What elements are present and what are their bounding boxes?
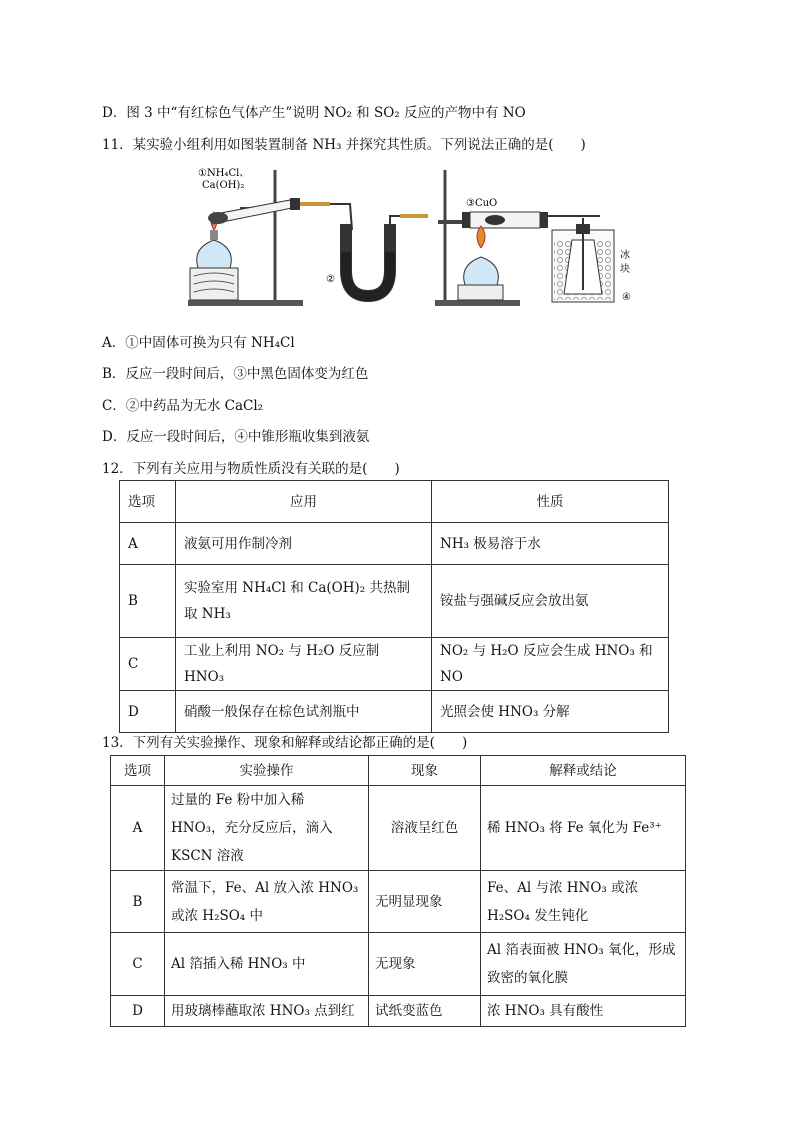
table-cell: A (111, 786, 165, 871)
table-cell: 无现象 (369, 933, 481, 996)
header-property: 性质 (432, 481, 669, 523)
table-row (120, 638, 669, 691)
option-d-q10: D．图 3 中“有红棕色气体产生”说明 NO₂ 和 SO₂ 反应的产物中有 NO (102, 105, 526, 121)
header-option: 选项 (120, 481, 176, 523)
alcohol-lamp-left (197, 240, 232, 268)
table-cell: 溶液呈红色 (369, 786, 481, 871)
table-row (111, 996, 686, 1027)
wood-block-right (458, 285, 503, 300)
table-cell: 用玻璃棒蘸取浓 HNO₃ 点到红 (165, 996, 369, 1027)
table-cell: 选项 (111, 756, 165, 786)
stand-base-right (435, 300, 520, 306)
label-1b: Ca(OH)₂ (202, 180, 245, 191)
q11-option-b: B．反应一段时间后，③中黑色固体变为红色 (102, 366, 369, 382)
table-q12 (119, 480, 669, 733)
table-cell: 无明显现象 (369, 871, 481, 933)
table-cell: 铵盐与强碱反应会放出氨 (432, 565, 669, 638)
q11-option-d: D．反应一段时间后，④中锥形瓶收集到液氨 (102, 429, 370, 445)
table-q13 (110, 755, 686, 1027)
table-cell: B (111, 871, 165, 933)
table-cell: 实验操作 (165, 756, 369, 786)
q11-option-c: C．②中药品为无水 CaCl₂ (102, 398, 264, 414)
q11-option-a: A．①中固体可换为只有 NH₄Cl (102, 335, 295, 351)
apparatus-figure (180, 160, 650, 320)
alcohol-lamp-right (464, 257, 499, 285)
label-ice-1: 冰 (620, 250, 630, 261)
table-cell: 稀 HNO₃ 将 Fe 氧化为 Fe³⁺ (481, 786, 686, 871)
table-cell: Fe、Al 与浓 HNO₃ 或浓 H₂SO₄ 发生钝化 (481, 871, 686, 933)
table-row (111, 933, 686, 996)
table-row (111, 786, 686, 871)
table-cell: 过量的 Fe 粉中加入稀 HNO₃，充分反应后，滴入 KSCN 溶液 (165, 786, 369, 871)
table-cell: 液氨可用作制冷剂 (176, 523, 432, 565)
question-11: 11．某实验小组利用如图装置制备 NH₃ 并探究其性质。下列说法正确的是( ) (102, 137, 586, 153)
table-cell: 光照会使 HNO₃ 分解 (432, 691, 669, 733)
header-application: 应用 (176, 481, 432, 523)
stand-base-left (188, 300, 303, 306)
table-cell: D (111, 996, 165, 1027)
label-3: ③CuO (466, 198, 498, 209)
table-cell: C (111, 933, 165, 996)
table-row (120, 691, 669, 733)
question-12: 12．下列有关应用与物质性质没有关联的是( ) (102, 461, 400, 477)
table-row (111, 871, 686, 933)
table-cell: 工业上利用 NO₂ 与 H₂O 反应制 HNO₃ (176, 638, 432, 691)
table-cell: 试纸变蓝色 (369, 996, 481, 1027)
table-cell: 解释或结论 (481, 756, 686, 786)
table-cell: NO₂ 与 H₂O 反应会生成 HNO₃ 和 NO (432, 638, 669, 691)
table-cell: B (120, 565, 176, 638)
table-cell: 浓 HNO₃ 具有酸性 (481, 996, 686, 1027)
label-ice-2: 块 (620, 264, 630, 275)
table-cell: 现象 (369, 756, 481, 786)
table-cell: Al 箔表面被 HNO₃ 氧化，形成致密的氧化膜 (481, 933, 686, 996)
label-4: ④ (622, 292, 631, 303)
table-cell: 常温下，Fe、Al 放入浓 HNO₃ 或浓 H₂SO₄ 中 (165, 871, 369, 933)
label-1a: ①NH₄Cl、 (198, 168, 250, 179)
table-cell: Al 箔插入稀 HNO₃ 中 (165, 933, 369, 996)
table-cell: NH₃ 极易溶于水 (432, 523, 669, 565)
table-cell: D (120, 691, 176, 733)
table-cell: 硝酸一般保存在棕色试剂瓶中 (176, 691, 432, 733)
table-cell: A (120, 523, 176, 565)
table-row (120, 565, 669, 638)
table-cell: 实验室用 NH₄Cl 和 Ca(OH)₂ 共热制取 NH₃ (176, 565, 432, 638)
question-13: 13．下列有关实验操作、现象和解释或结论都正确的是( ) (102, 735, 468, 751)
table-row (120, 523, 669, 565)
table-cell: C (120, 638, 176, 691)
label-2: ② (326, 274, 335, 285)
